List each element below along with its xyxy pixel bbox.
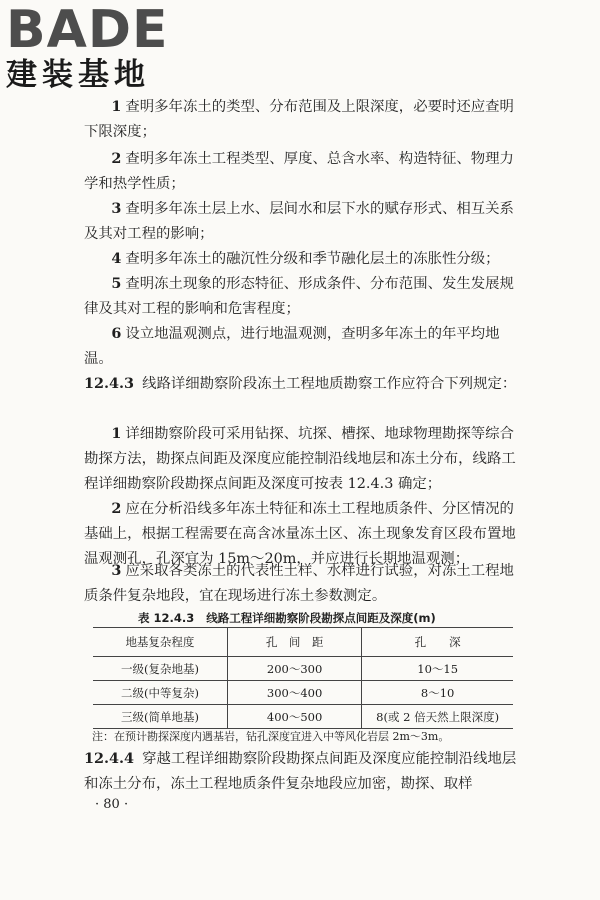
list-item xyxy=(84,321,524,372)
item-number: 2 xyxy=(111,500,122,517)
table-cell: 200～300 xyxy=(227,657,361,681)
list-item xyxy=(84,196,524,247)
list-item xyxy=(84,146,524,197)
clause-number: 12.4.3 xyxy=(84,375,135,392)
item-text: 应在分析沿线多年冻土特征和冻土工程地质条件、分区情况的基础上，根据工程需要在高含冰量冻土区、冻土现象发育区段布置地温观测孔，孔深宜为 15m～20m，并应进行长期地温观测； xyxy=(84,501,516,567)
spacing-depth-table xyxy=(93,627,513,729)
item-number: 4 xyxy=(111,250,122,267)
list-item xyxy=(84,246,524,272)
table-cell: 二级(中等复杂) xyxy=(93,681,227,705)
item-number: 1 xyxy=(111,425,122,442)
item-text: 查明多年冻土层上水、层间水和层下水的赋存形式、相互关系及其对工程的影响； xyxy=(84,201,514,242)
item-text: 查明冻土现象的形态特征、形成条件、分布范围、发生发展规律及其对工程的影响和危害程度； xyxy=(84,276,514,317)
logo-wordmark: BADE xyxy=(6,0,169,60)
item-text: 详细勘察阶段可采用钻探、坑探、槽探、地球物理勘探等综合勘探方法，勘探点间距及深度应能控制沿线地层和冻土分布，线路工程详细勘察阶段勘探点间距及深度可按表 12.4.3 确定； xyxy=(84,426,516,492)
table-cell: 400～500 xyxy=(227,705,361,729)
list-item xyxy=(84,94,524,145)
table-row xyxy=(93,657,513,681)
item-text: 应采取各类冻土的代表性土样、水样进行试验，对冻土工程地质条件复杂地段，宜在现场进行冻土参数测定。 xyxy=(84,563,514,604)
item-number: 6 xyxy=(111,325,122,342)
clause-12-4-3 xyxy=(84,371,524,397)
item-text: 查明多年冻土的融沉性分级和季节融化层土的冻胀性分级； xyxy=(125,251,500,267)
table-number: 表 12.4.3 xyxy=(138,611,195,625)
list-item xyxy=(84,421,524,497)
table-row xyxy=(93,681,513,705)
list-item xyxy=(84,558,524,609)
item-text: 查明多年冻土的类型、分布范围及上限深度，必要时还应查明下限深度； xyxy=(84,99,514,140)
column-header: 孔 深 xyxy=(362,628,513,657)
table-cell: 一级(复杂地基) xyxy=(93,657,227,681)
column-header: 孔 间 距 xyxy=(227,628,361,657)
clause-text: 线路详细勘察阶段冻土工程地质勘察工作应符合下列规定： xyxy=(142,376,517,392)
table-note: 注：在预计勘探深度内遇基岩，钻孔深度宜进入中等风化岩层 2m～3m。 xyxy=(92,730,450,743)
table-cell: 300～400 xyxy=(227,681,361,705)
table-row xyxy=(93,705,513,729)
item-number: 3 xyxy=(111,562,122,579)
logo xyxy=(6,0,169,93)
item-number: 5 xyxy=(111,275,122,292)
page-number: · 80 · xyxy=(95,797,129,812)
logo-subtitle: 建装基地 xyxy=(6,57,150,93)
table-caption xyxy=(138,610,518,626)
clause-12-4-4 xyxy=(84,746,524,797)
item-text: 查明多年冻土工程类型、厚度、总含水率、构造特征、物理力学和热学性质； xyxy=(84,151,514,192)
item-number: 3 xyxy=(111,200,122,217)
column-header: 地基复杂程度 xyxy=(93,628,227,657)
item-text: 设立地温观测点，进行地温观测，查明多年冻土的年平均地温。 xyxy=(84,326,500,367)
table-header-row xyxy=(93,628,513,657)
item-number: 1 xyxy=(111,98,122,115)
table-title: 线路工程详细勘察阶段勘探点间距及深度(m) xyxy=(206,611,436,625)
table-cell: 8(或 2 倍天然上限深度) xyxy=(362,705,513,729)
list-item xyxy=(84,271,524,322)
clause-number: 12.4.4 xyxy=(84,750,135,767)
table-cell: 8～10 xyxy=(362,681,513,705)
clause-text: 穿越工程详细勘察阶段勘探点间距及深度应能控制沿线地层和冻土分布，冻土工程地质条件复杂地段应加密，勘探、取样 xyxy=(84,751,517,792)
table-cell: 10～15 xyxy=(362,657,513,681)
item-number: 2 xyxy=(111,150,122,167)
table-cell: 三级(简单地基) xyxy=(93,705,227,729)
